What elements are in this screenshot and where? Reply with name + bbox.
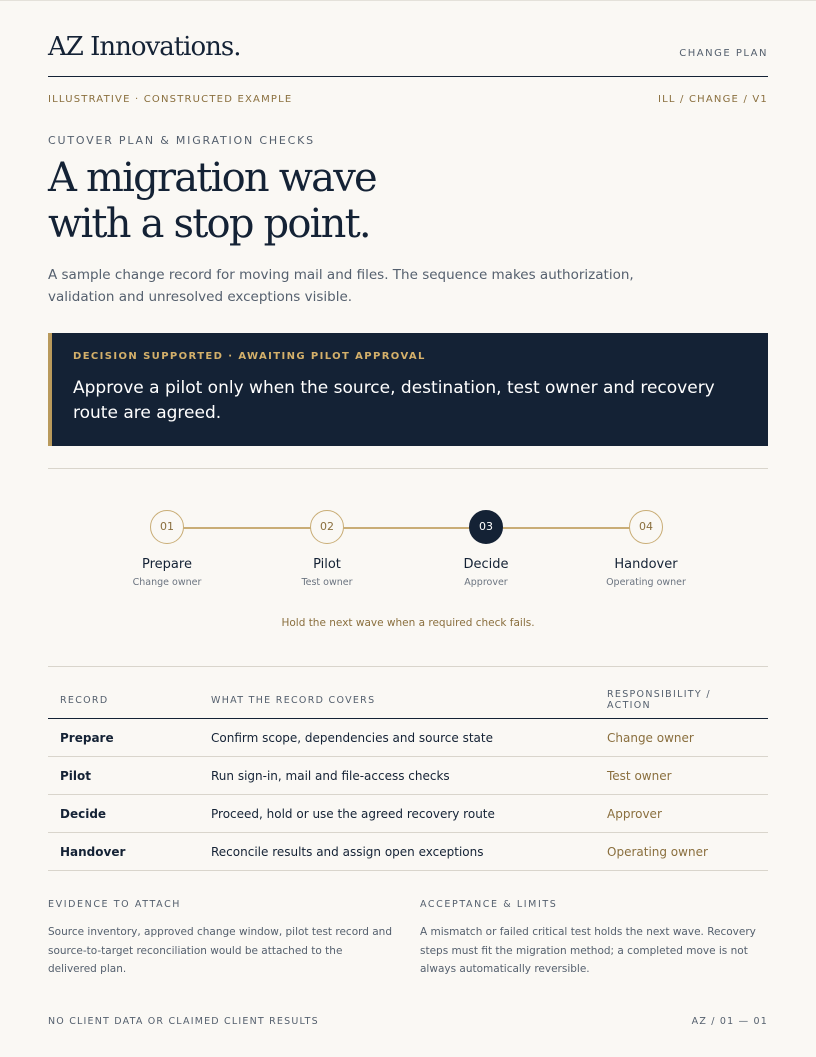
table-row bbox=[48, 833, 768, 871]
page-number: AZ / 01 — 01 bbox=[691, 1016, 768, 1027]
owner-cell: Test owner bbox=[595, 757, 768, 795]
owner-cell: Change owner bbox=[595, 719, 768, 757]
owner-cell: Approver bbox=[595, 795, 768, 833]
covers-cell: Reconcile results and assign open exceptions bbox=[199, 833, 595, 871]
document-reference: ILL / CHANGE / V1 bbox=[657, 94, 768, 105]
covers-cell: Confirm scope, dependencies and source state bbox=[199, 719, 595, 757]
evidence-heading: EVIDENCE TO ATTACH bbox=[48, 899, 182, 910]
acceptance-section bbox=[420, 899, 766, 979]
step-owner: Change owner bbox=[132, 577, 202, 588]
step-owner: Test owner bbox=[301, 577, 353, 588]
brand-logo: AZ Innovations. bbox=[48, 32, 241, 62]
section-eyebrow: CUTOVER PLAN & MIGRATION CHECKS bbox=[48, 134, 315, 147]
covers-cell: Run sign-in, mail and file-access checks bbox=[199, 757, 595, 795]
column-header-record: RECORD bbox=[48, 682, 199, 719]
callout-status: DECISION SUPPORTED · AWAITING PILOT APPROVAL bbox=[73, 351, 426, 362]
footer-disclaimer: NO CLIENT DATA OR CLAIMED CLIENT RESULTS bbox=[48, 1016, 319, 1027]
divider bbox=[48, 468, 768, 469]
table-row bbox=[48, 757, 768, 795]
table-header-row bbox=[48, 682, 768, 719]
intro-paragraph: A sample change record for moving mail and files. The sequence makes authorization, validation and unresolved exceptions visible. bbox=[48, 267, 634, 305]
acceptance-heading: ACCEPTANCE & LIMITS bbox=[420, 899, 558, 910]
process-steps bbox=[48, 510, 768, 600]
divider bbox=[48, 666, 768, 667]
step-owner: Operating owner bbox=[606, 577, 686, 588]
page-title-line-1: A migration wave bbox=[48, 155, 376, 201]
table-row bbox=[48, 795, 768, 833]
step-number-badge: 02 bbox=[310, 510, 344, 544]
page-title bbox=[48, 155, 376, 247]
step-handover bbox=[586, 510, 706, 588]
table-row bbox=[48, 719, 768, 757]
step-name: Prepare bbox=[142, 557, 192, 572]
callout-text: Approve a pilot only when the source, destination, test owner and recovery route are agreed. bbox=[73, 378, 715, 423]
document-classification: ILLUSTRATIVE · CONSTRUCTED EXAMPLE bbox=[48, 94, 293, 105]
step-number-badge-active: 03 bbox=[469, 510, 503, 544]
record-cell: Decide bbox=[48, 795, 199, 833]
step-name: Decide bbox=[463, 557, 509, 572]
decision-callout bbox=[48, 333, 768, 446]
step-name: Handover bbox=[614, 557, 678, 572]
step-prepare bbox=[107, 510, 227, 588]
column-header-covers: WHAT THE RECORD COVERS bbox=[199, 682, 595, 719]
acceptance-text: A mismatch or failed critical test holds the next wave. Recovery steps must fit the migration method; a completed move is not always automatically reversible. bbox=[420, 926, 756, 975]
step-number-badge: 01 bbox=[150, 510, 184, 544]
step-pilot bbox=[267, 510, 387, 588]
step-owner: Approver bbox=[464, 577, 508, 588]
owner-cell: Operating owner bbox=[595, 833, 768, 871]
step-decide bbox=[426, 510, 546, 588]
document-header bbox=[48, 32, 768, 77]
step-name: Pilot bbox=[313, 557, 341, 572]
record-cell: Prepare bbox=[48, 719, 199, 757]
column-header-responsibility: RESPONSIBILITY / ACTION bbox=[595, 682, 768, 719]
steps-note: Hold the next wave when a required check fails. bbox=[281, 617, 535, 629]
record-cell: Pilot bbox=[48, 757, 199, 795]
steps-connector bbox=[167, 527, 647, 529]
evidence-text: Source inventory, approved change window, pilot test record and source-to-target reconciliation would be attached to the delivered plan. bbox=[48, 926, 393, 975]
top-border bbox=[0, 0, 816, 1]
document-type: CHANGE PLAN bbox=[679, 48, 768, 59]
page-title-line-2: with a stop point. bbox=[48, 201, 370, 247]
covers-cell: Proceed, hold or use the agreed recovery route bbox=[199, 795, 595, 833]
step-number-badge: 04 bbox=[629, 510, 663, 544]
evidence-section bbox=[48, 899, 394, 979]
records-table bbox=[48, 682, 768, 871]
record-cell: Handover bbox=[48, 833, 199, 871]
